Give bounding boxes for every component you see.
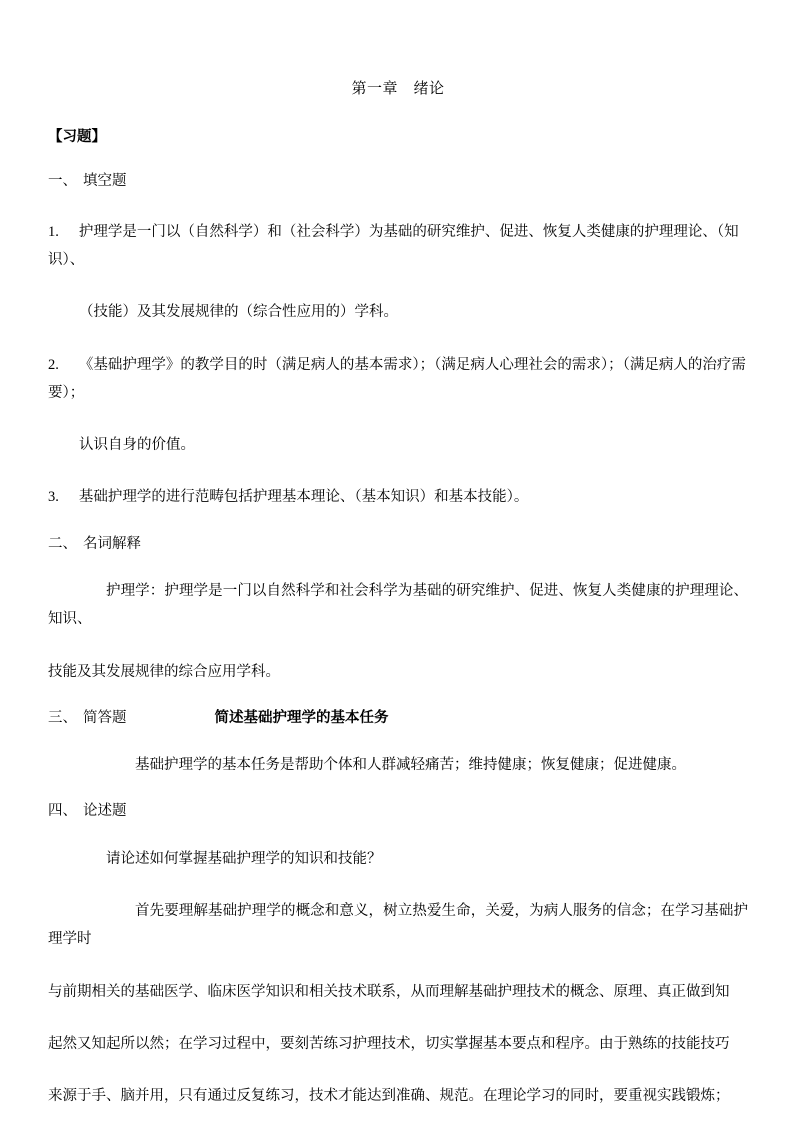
item-text: 《基础护理学》的教学目的时（满足病人的基本需求）；（满足病人心理社会的需求）；（满足病人的治疗需要）； xyxy=(48,356,746,401)
spacer xyxy=(48,274,748,298)
section-number: 一、 xyxy=(48,173,77,190)
spacer xyxy=(48,553,748,577)
item-number: 1. xyxy=(48,223,59,240)
essay-answer-line-4: 来源于手、脑并用，只有通过反复练习，技术才能达到准确、规范。在理论学习的同时，要重视实践锻炼； xyxy=(48,1088,730,1105)
list-item xyxy=(48,218,748,275)
spacer xyxy=(48,954,748,978)
short-answer-answer: 基础护理学的基本任务是帮助个体和人群减轻痛苦；维持健康；恢复健康；促进健康。 xyxy=(135,757,686,774)
section-number: 三、 xyxy=(48,709,77,726)
section-heading-fill-in-blank xyxy=(48,173,748,190)
section-number: 二、 xyxy=(48,535,77,552)
spacer xyxy=(48,1006,748,1030)
essay-question: 请论述如何掌握基础护理学的知识和技能？ xyxy=(106,850,382,867)
term-answer-line-1: 护理学：护理学是一门以自然科学和社会科学为基础的研究维护、促进、恢复人类健康的护理理论、知识、 xyxy=(48,583,748,628)
item-text: 护理学是一门以（自然科学）和（社会科学）为基础的研究维护、促进、恢复人类健康的护理理论、（知识）、 xyxy=(48,223,739,269)
essay-answer-line-3: 起然又知起所以然；在学习过程中，要刻苦练习护理技术，切实掌握基本要点和程序。由于熟练的技能技巧 xyxy=(48,1035,730,1052)
exercises-heading: 【习题】 xyxy=(48,129,106,145)
item-number: 2. xyxy=(48,356,59,373)
spacer xyxy=(48,327,748,351)
spacer xyxy=(48,1058,748,1082)
spacer xyxy=(48,459,748,483)
essay-answer-line-2: 与前期相关的基础医学、临床医学知识和相关技术联系，从而理解基础护理技术的概念、原理、真正做到知 xyxy=(48,983,730,1000)
page-content xyxy=(48,0,748,1110)
section-name: 论述题 xyxy=(83,803,127,820)
spacer xyxy=(48,97,748,129)
short-answer-question: 简述基础护理学的基本任务 xyxy=(214,709,389,726)
spacer xyxy=(48,779,748,803)
section-name: 简答题 xyxy=(83,709,127,726)
section-heading-short-answer xyxy=(48,710,748,727)
item-text: 基础护理学的进行范畴包括护理基本理论、（基本知识）和基本技能）。 xyxy=(78,489,529,506)
spacer xyxy=(48,821,748,845)
spacer xyxy=(48,512,748,536)
list-item xyxy=(48,483,748,511)
item-number: 3. xyxy=(48,489,59,506)
list-item-continuation: （技能）及其发展规律的（综合性应用的）学科。 xyxy=(79,304,398,321)
spacer xyxy=(48,634,748,658)
page-title: 第一章 绪论 xyxy=(351,81,445,97)
spacer xyxy=(48,146,748,173)
section-name: 名词解释 xyxy=(83,535,141,552)
section-heading-essay xyxy=(48,803,748,820)
essay-answer-line-1: 首先要理解基础护理学的概念和意义，树立热爱生命，关爱，为病人服务的信念；在学习基础护理学时 xyxy=(48,903,748,948)
spacer xyxy=(48,873,748,897)
spacer xyxy=(48,191,748,218)
list-item xyxy=(48,351,748,408)
list-item-continuation: 认识自身的价值。 xyxy=(79,437,195,454)
spacer xyxy=(48,686,748,710)
section-number: 四、 xyxy=(48,803,77,820)
spacer xyxy=(48,727,748,751)
section-heading-term-explanation xyxy=(48,536,748,553)
section-name: 填空题 xyxy=(83,173,127,190)
term-answer-line-2: 技能及其发展规律的综合应用学科。 xyxy=(48,663,280,680)
spacer xyxy=(48,407,748,431)
